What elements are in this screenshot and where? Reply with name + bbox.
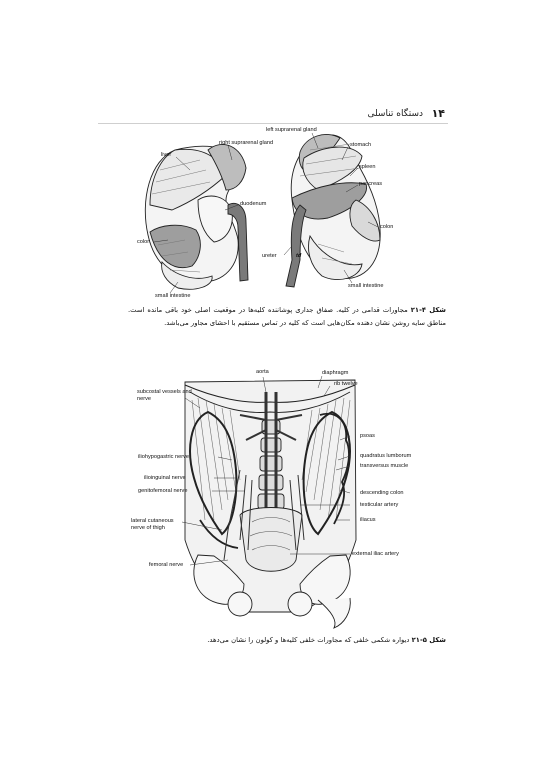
label-ureter: ureter bbox=[262, 253, 277, 259]
label-external-iliac-artery: external iliac artery bbox=[352, 551, 399, 557]
label-lateral-cutaneous-line2: nerve of thigh bbox=[131, 525, 165, 531]
label-small-intestine-left: small intestine bbox=[155, 293, 191, 299]
label-spleen: spleen bbox=[359, 164, 376, 170]
label-subcostal-line1: subcostal vessels and bbox=[137, 389, 192, 395]
label-rib-twelve: rib twelve bbox=[334, 381, 358, 387]
running-title: دستگاه تناسلی bbox=[367, 109, 423, 119]
label-stomach: stomach bbox=[350, 142, 372, 148]
label-colon-right: colon bbox=[380, 224, 394, 230]
label-pancreas: pancreas bbox=[359, 181, 383, 187]
figure1-caption-number: شکل ۴-۲۱ bbox=[410, 306, 446, 314]
label-descending-colon: descending colon bbox=[360, 490, 404, 496]
label-iliohypogastric-nerve: iliohypogastric nerve bbox=[138, 454, 189, 460]
label-small-intestine-right: small intestine bbox=[348, 283, 384, 289]
label-liver: liver bbox=[161, 152, 172, 158]
figure2-caption bbox=[128, 634, 446, 647]
page-number: ۱۴ bbox=[431, 107, 445, 120]
label-subcostal-line2: nerve bbox=[137, 396, 151, 402]
label-left-suprarenal-gland: left suprarenal gland bbox=[266, 127, 317, 133]
label-right-suprarenal-gland: right suprarenal gland bbox=[219, 140, 274, 146]
figure2-caption-text: دیواره شکمی خلفی که مجاورات خلفی کلیه‌ها و کولون را نشان می‌دهد. bbox=[207, 636, 410, 644]
label-duodenum: duodenum bbox=[240, 201, 267, 207]
label-testicular-artery: testicular artery bbox=[360, 502, 399, 508]
figure1-caption-text: مجاورات قدامی در کلیه. صفاق جداری پوشاننده کلیه‌ها در موقعیت اصلی خود باقی مانده است. مناطق سایه روشن نشان دهنده مکان‌هایی است که کلیه در تماس مستقیم با احشای مجاور می‌باشد. bbox=[128, 306, 446, 327]
label-femoral-nerve: femoral nerve bbox=[149, 562, 184, 568]
label-psoas: psoas bbox=[360, 433, 375, 439]
label-diaphragm: diaphragm bbox=[322, 370, 349, 376]
label-transversus-muscle: transversus muscle bbox=[360, 463, 409, 469]
label-ilioinguinal-nerve: ilioinguinal nerve bbox=[144, 475, 186, 481]
label-genitofemoral-nerve: genitofemoral nerve bbox=[138, 488, 188, 494]
label-quadratus-lumborum: quadratus lumborum bbox=[360, 453, 412, 459]
label-iliacus: iliacus bbox=[360, 517, 376, 523]
label-lateral-cutaneous-line1: lateral cutaneous bbox=[131, 518, 174, 524]
figure2-caption-number: شکل ۵-۲۱ bbox=[411, 636, 446, 644]
label-colon-left: colon bbox=[137, 239, 151, 245]
label-signature: td bbox=[296, 253, 302, 259]
label-aorta: aorta bbox=[256, 369, 269, 375]
